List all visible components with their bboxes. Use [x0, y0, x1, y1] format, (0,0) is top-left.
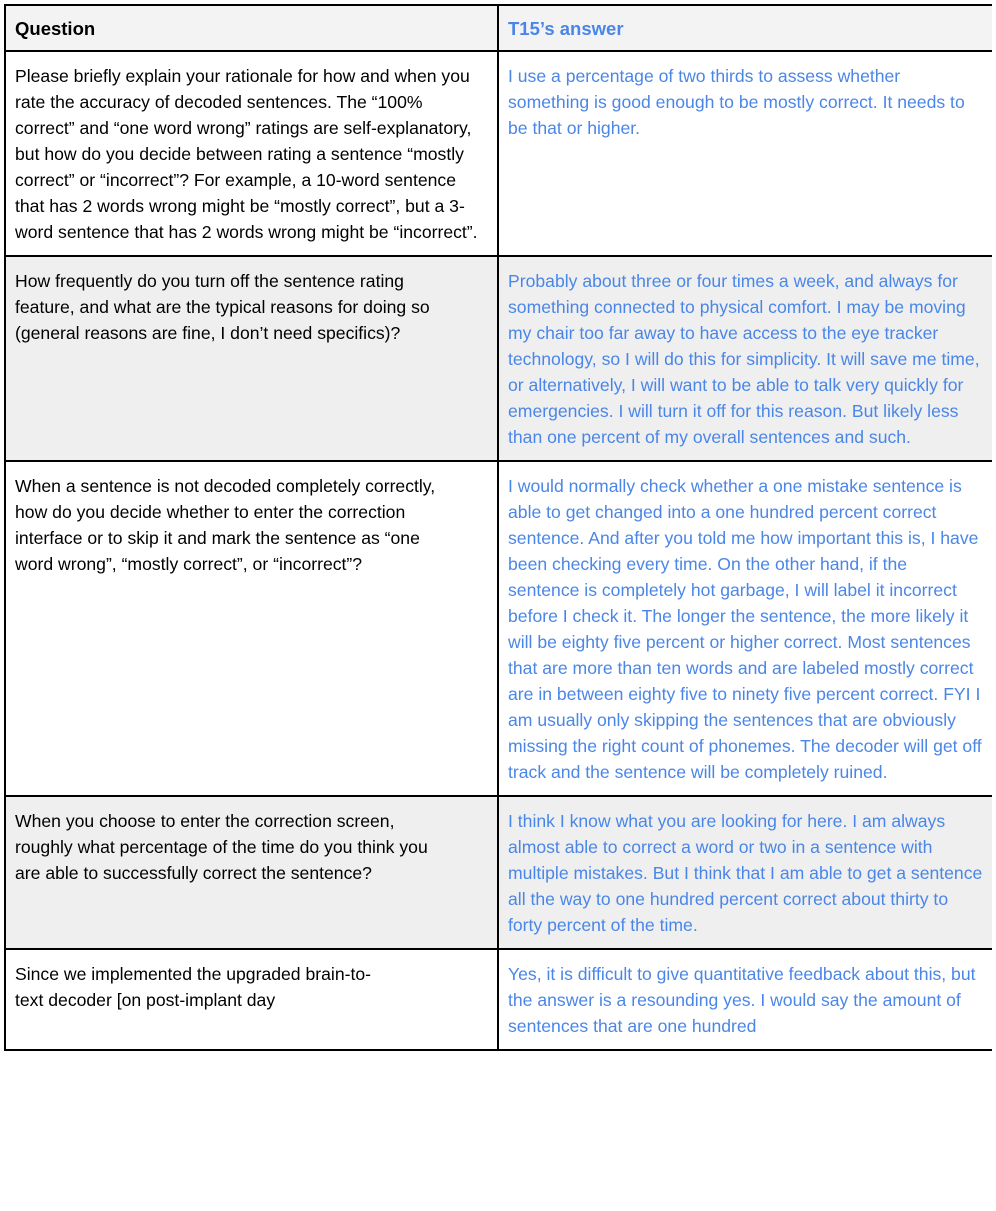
answer-cell: Probably about three or four times a week, and always for something connected to physical comfort. I may be moving my chair too far away to have access to the eye tracker technology, so I will do this for simplicity. It will save me time, or alternatively, I will want to be able to talk very quickly for emergencies. I will turn it off for this reason. But likely less than one percent of my overall sentences and such.	[498, 256, 992, 461]
answer-cell: Yes, it is difficult to give quantitative feedback about this, but the answer is a resounding yes. I would say the amount of sentences that are one hundred	[498, 949, 992, 1050]
answer-cell: I would normally check whether a one mistake sentence is able to get changed into a one hundred percent correct sentence. And after you told me how important this is, I have been checking every time. On the other hand, if the sentence is completely hot garbage, I will label it incorrect before I check it. The longer the sentence, the more likely it will be eighty five percent or higher correct. Most sentences that are more than ten words and are labeled mostly correct are in between eighty five to ninety five percent correct. FYI I am usually only skipping the sentences that are obviously missing the right count of phonemes. The decoder will get off track and the sentence will be completely ruined.	[498, 461, 992, 796]
table-header-row	[5, 5, 992, 51]
table-row	[5, 51, 992, 256]
qa-table	[4, 4, 992, 1051]
question-cell: Since we implemented the upgraded brain-to-text decoder [on post-implant day	[5, 949, 498, 1050]
question-cell: How frequently do you turn off the sentence rating feature, and what are the typical reasons for doing so (general reasons are fine, I don’t need specifics)?	[5, 256, 498, 461]
question-cell: When you choose to enter the correction screen, roughly what percentage of the time do you think you are able to successfully correct the sentence?	[5, 796, 498, 949]
answer-cell: I think I know what you are looking for here. I am always almost able to correct a word or two in a sentence with multiple mistakes. But I think that I am able to get a sentence all the way to one hundred percent correct about thirty to forty percent of the time.	[498, 796, 992, 949]
table-row	[5, 796, 992, 949]
question-cell: Please briefly explain your rationale for how and when you rate the accuracy of decoded sentences. The “100% correct” and “one word wrong” ratings are self-explanatory, but how do you decide between rating a sentence “mostly correct” or “incorrect”? For example, a 10-word sentence that has 2 words wrong might be “mostly correct”, but a 3-word sentence that has 2 words wrong might be “incorrect”.	[5, 51, 498, 256]
header-answer: T15’s answer	[498, 5, 992, 51]
table-row	[5, 461, 992, 796]
answer-cell: I use a percentage of two thirds to assess whether something is good enough to be mostly correct. It needs to be that or higher.	[498, 51, 992, 256]
header-question: Question	[5, 5, 498, 51]
table-row	[5, 949, 992, 1050]
table-row	[5, 256, 992, 461]
question-cell: When a sentence is not decoded completely correctly, how do you decide whether to enter the correction interface or to skip it and mark the sentence as “one word wrong”, “mostly correct”, or “incorrect”?	[5, 461, 498, 796]
qa-document	[4, 4, 992, 1207]
